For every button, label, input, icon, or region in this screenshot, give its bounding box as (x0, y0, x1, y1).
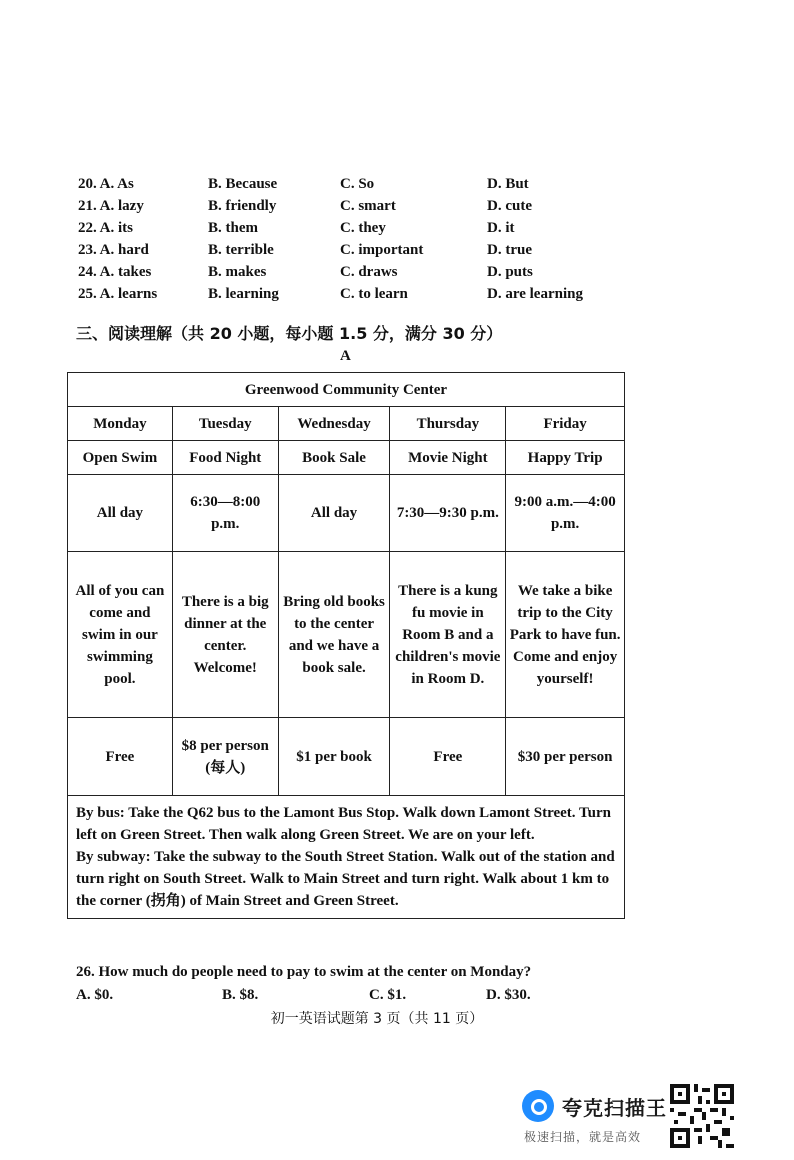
event-description: Bring old books to the center and we have a book sale. (278, 552, 390, 718)
day-header: Monday (68, 407, 173, 441)
event-name: Open Swim (68, 441, 173, 475)
event-description: There is a kung fu movie in Room B and a children's movie in Room D. (390, 552, 506, 718)
option-d: D. it (487, 220, 515, 236)
option-c: C. draws (340, 264, 398, 280)
option-row-23 (78, 242, 638, 264)
option-c: C. smart (340, 198, 396, 214)
table-title: Greenwood Community Center (68, 373, 625, 407)
scanner-watermark (522, 1086, 670, 1146)
page-footer: 初一英语试题第 3 页（共 11 页） (270, 1011, 484, 1027)
event-price: Free (68, 718, 173, 796)
option-b: B. friendly (208, 198, 277, 214)
option-a: 23. A. hard (78, 242, 149, 258)
event-price: Free (390, 718, 506, 796)
option-c: C. $1. (369, 987, 407, 1003)
event-name: Movie Night (390, 441, 506, 475)
directions-cell (68, 796, 625, 919)
option-b: B. them (208, 220, 258, 236)
quark-logo-icon (522, 1090, 554, 1122)
day-header: Wednesday (278, 407, 390, 441)
option-b: B. $8. (222, 987, 259, 1003)
event-price: $1 per book (278, 718, 390, 796)
event-time: All day (278, 475, 390, 552)
day-header: Tuesday (172, 407, 278, 441)
event-name: Happy Trip (506, 441, 625, 475)
option-b: B. terrible (208, 242, 274, 258)
question-26: 26. How much do people need to pay to swim at the center on Monday? (76, 964, 532, 980)
event-time: 7:30—9:30 p.m. (390, 475, 506, 552)
question-26-options (76, 987, 636, 1009)
option-a: A. $0. (76, 987, 114, 1003)
section-title: 三、阅读理解（共 20 小题，每小题 1.5 分，满分 30 分） (76, 324, 503, 343)
option-d: D. But (487, 176, 529, 192)
option-c: C. they (340, 220, 386, 236)
option-b: B. makes (208, 264, 267, 280)
event-price: $30 per person (506, 718, 625, 796)
watermark-name: 夸克扫描王 (562, 1096, 667, 1120)
option-c: C. to learn (340, 286, 408, 302)
schedule-table (67, 372, 625, 919)
option-b: B. learning (208, 286, 279, 302)
directions-by-subway: By subway: Take the subway to the South Street Station. Walk out of the station and turn right on South Street. Walk to Main Street and turn right. Walk about 1 km to the corner (拐角) of Main Street and Green Street. (76, 849, 615, 909)
option-d: D. cute (487, 198, 532, 214)
event-name: Food Night (172, 441, 278, 475)
event-description: We take a bike trip to the City Park to have fun. Come and enjoy yourself! (506, 552, 625, 718)
event-price: $8 per person (每人) (172, 718, 278, 796)
directions-by-bus: By bus: Take the Q62 bus to the Lamont Bus Stop. Walk down Lamont Street. Turn left on Green Street. Then walk along Green Street. We are on your left. (76, 805, 612, 843)
event-time: All day (68, 475, 173, 552)
day-header: Thursday (390, 407, 506, 441)
option-a: 21. A. lazy (78, 198, 144, 214)
passage-letter: A (340, 348, 351, 364)
day-header: Friday (506, 407, 625, 441)
option-d: D. are learning (487, 286, 583, 302)
option-a: 20. A. As (78, 176, 134, 192)
qr-code-icon (670, 1084, 734, 1148)
option-row-24 (78, 264, 638, 286)
option-a: 24. A. takes (78, 264, 152, 280)
event-time: 9:00 a.m.—4:00 p.m. (506, 475, 625, 552)
option-row-21 (78, 198, 638, 220)
option-b: B. Because (208, 176, 278, 192)
option-a: 22. A. its (78, 220, 134, 236)
event-time: 6:30—8:00 p.m. (172, 475, 278, 552)
option-row-25 (78, 286, 638, 308)
option-d: D. $30. (486, 987, 531, 1003)
watermark-slogan: 极速扫描，就是高效 (524, 1130, 642, 1144)
option-d: D. true (487, 242, 532, 258)
event-description: All of you can come and swim in our swimming pool. (68, 552, 173, 718)
option-a: 25. A. learns (78, 286, 158, 302)
event-description: There is a big dinner at the center. Welcome! (172, 552, 278, 718)
option-c: C. important (340, 242, 424, 258)
option-c: C. So (340, 176, 375, 192)
option-d: D. puts (487, 264, 533, 280)
option-row-20 (78, 176, 638, 198)
option-row-22 (78, 220, 638, 242)
event-name: Book Sale (278, 441, 390, 475)
